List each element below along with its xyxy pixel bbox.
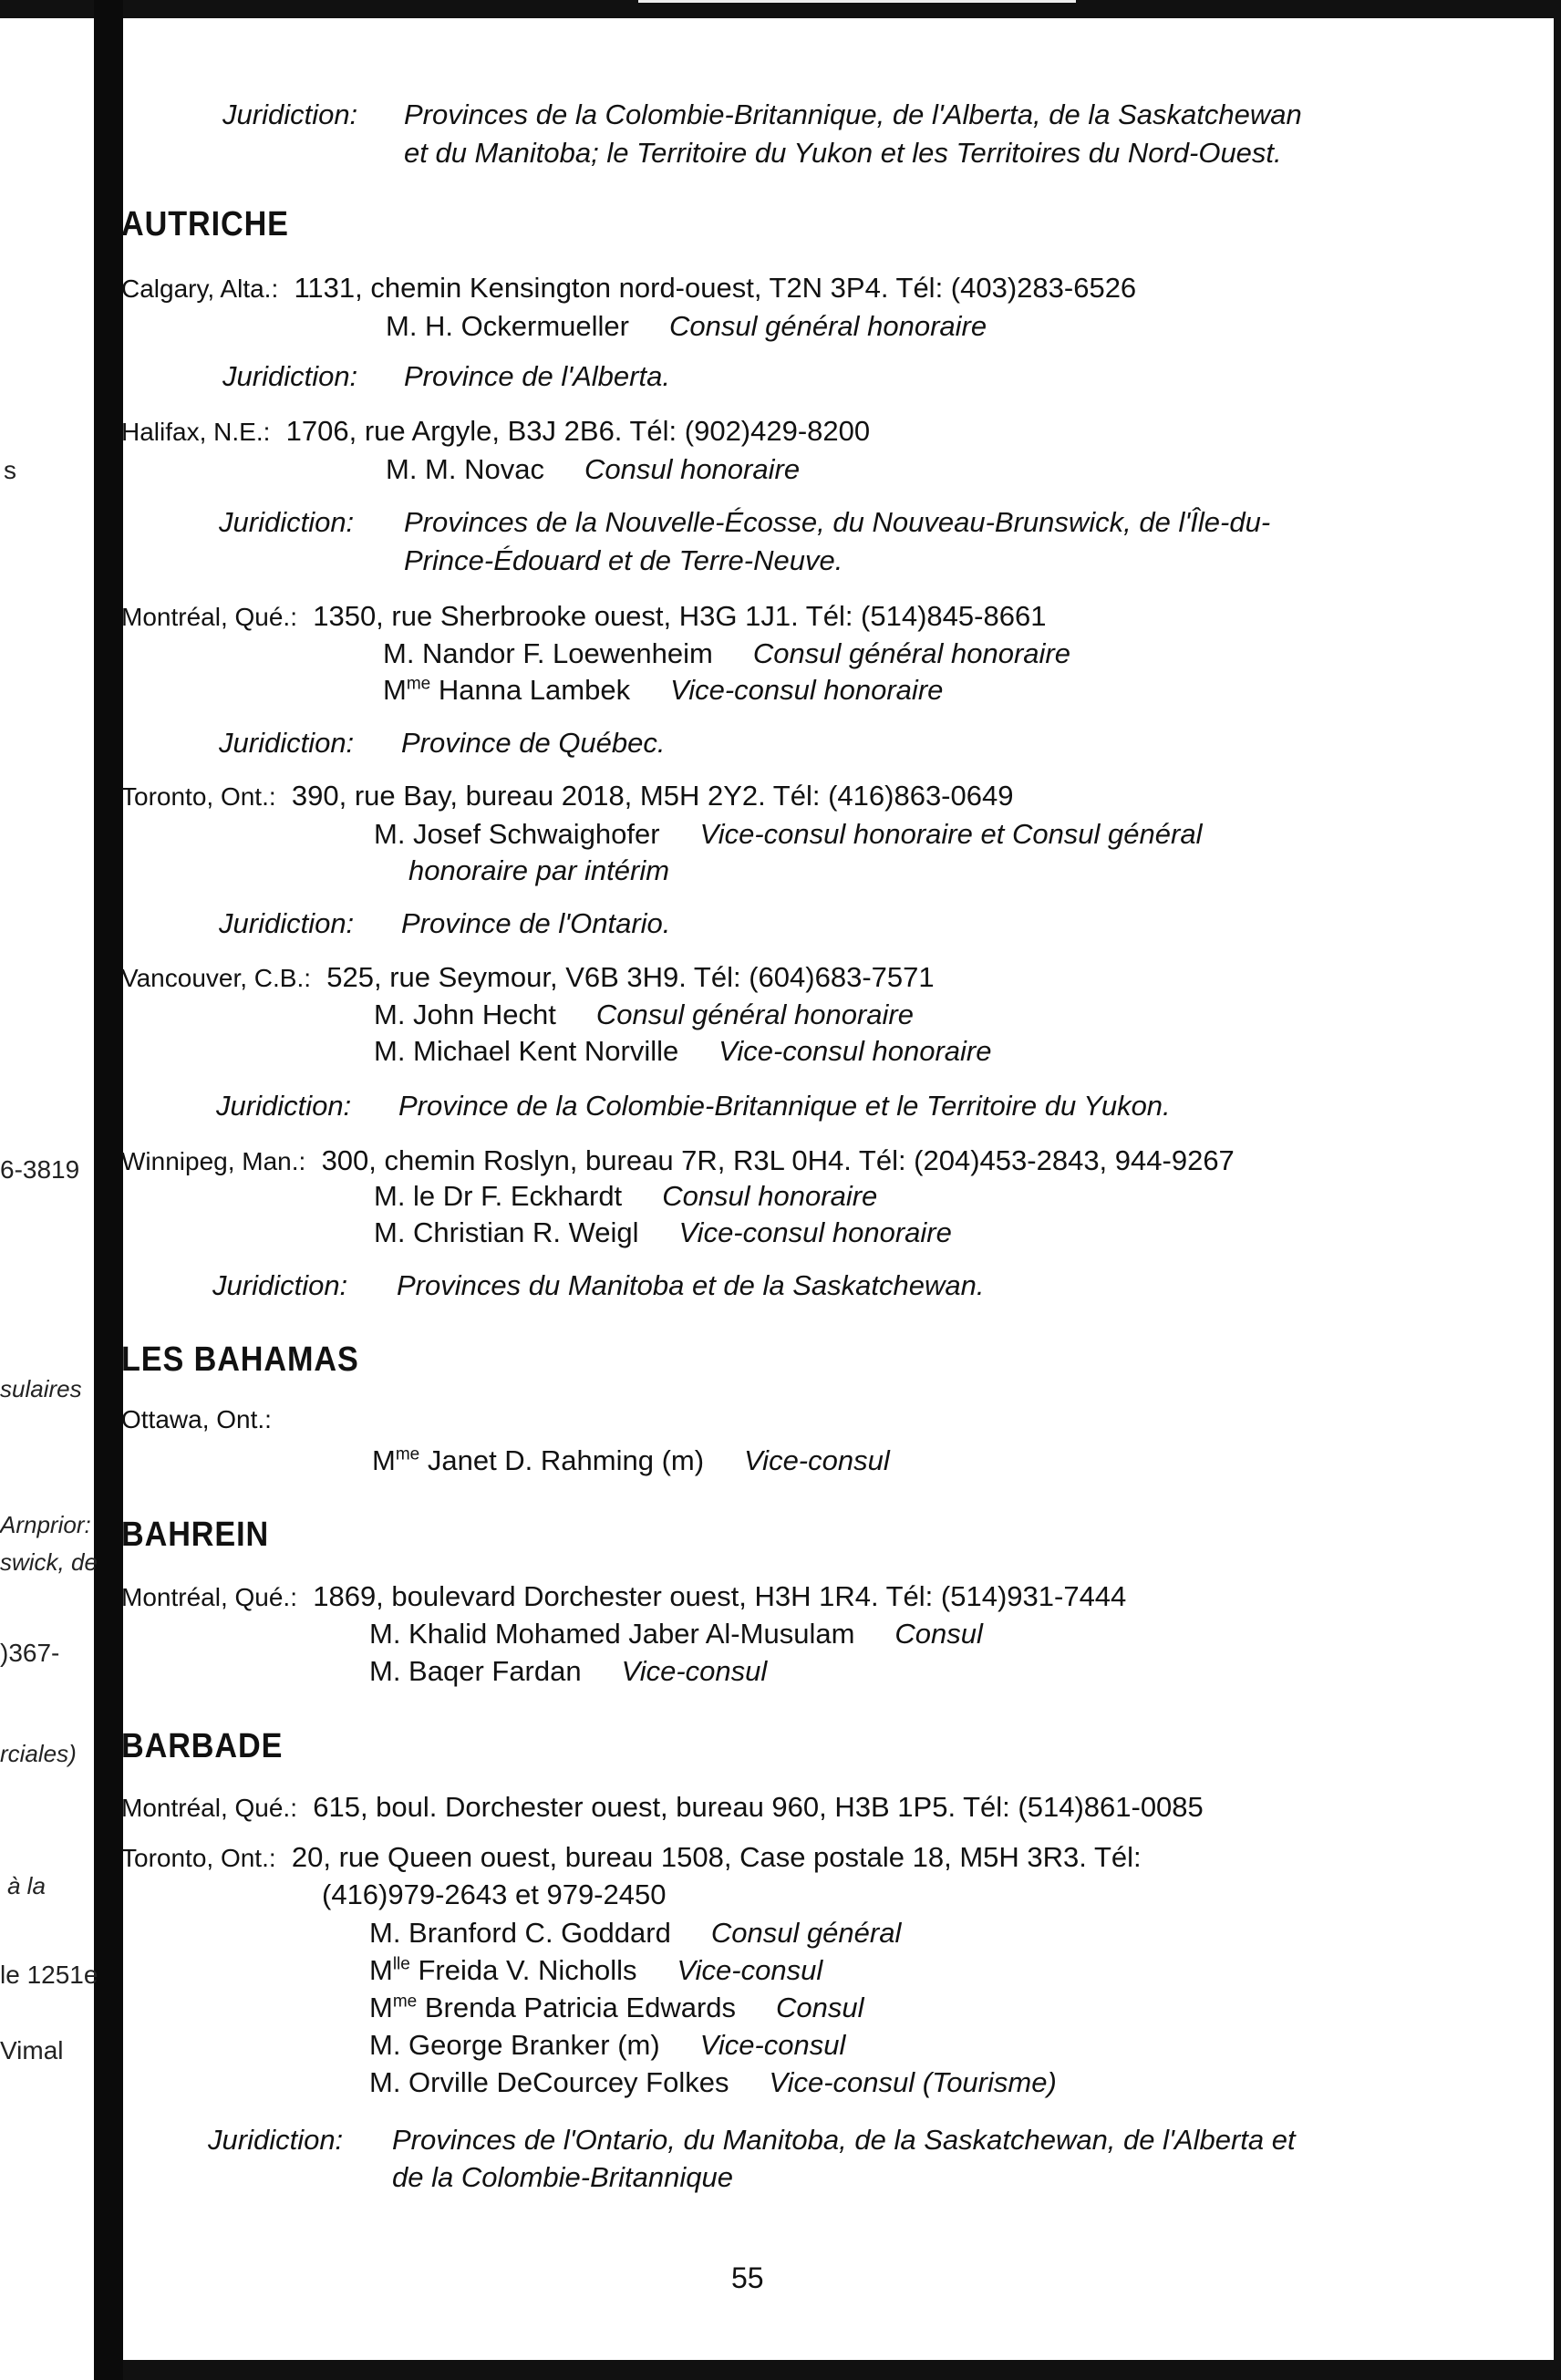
city-label: Vancouver, C.B.: [121,964,312,992]
official-name: M. Orville DeCourcey Folkes [369,2066,729,2098]
official-name: M. M. Novac [386,453,544,485]
consulate-entry [121,1143,1235,1180]
official-name: $M^{me}$ Hanna Lambek [383,674,631,706]
country-heading: BAHREIN [121,1516,270,1554]
scan-top-border [0,0,1561,18]
margin-fragment: sulaires [0,1375,82,1402]
official-row [374,1033,992,1070]
official-row [374,1215,952,1251]
margin-fragment: 6-3819 [0,1155,80,1184]
jurisdiction-label: Juridiction: [219,907,355,939]
margin-fragment: à la [7,1872,46,1899]
official-row [369,2027,845,2064]
margin-fragment: swick, de [0,1548,98,1576]
official-role: Vice-consul honoraire [670,674,944,706]
city-label: Halifax, N.E.: [121,418,271,446]
consulate-entry [121,413,870,450]
consulate-entry [121,1789,1204,1826]
jurisdiction-label: Juridiction: [219,727,355,759]
official-name: M. John Hecht [374,999,556,1030]
consulate-entry [121,598,1046,636]
official-name: M. Khalid Mohamed Jaber Al-Musulam [369,1618,855,1650]
page-number: 55 [731,2261,764,2294]
scan-top-rule [638,0,1076,3]
official-role: Consul général honoraire [595,999,914,1030]
official-name: M. H. Ockermueller [386,310,629,342]
scan-right-border [1554,0,1561,2380]
jurisdiction-text: Provinces du Manitoba et de la Saskatchewan. [397,1269,985,1301]
city-label: Calgary, Alta.: [121,274,279,303]
jurisdiction-text: Province de Québec. [401,727,666,759]
official-role: Consul [894,1618,983,1650]
city-label: Toronto, Ont.: [121,782,276,811]
consulate-entry [121,270,1136,307]
official-role: Consul honoraire [662,1180,878,1212]
official-role: Vice-consul honoraire et Consul général [699,818,1203,850]
official-row [372,1443,890,1479]
official-name: $M^{lle}$ Freida V. Nicholls [369,1954,637,1986]
margin-fragment: )367- [0,1639,60,1667]
jurisdiction-text: Province de l'Ontario. [401,907,671,939]
official-name: M. Baqer Fardan [369,1655,582,1687]
jurisdiction-text: Province de l'Alberta. [404,360,670,392]
jurisdiction-text: de la Colombie-Britannique [392,2161,733,2193]
jurisdiction-label: Juridiction: [212,1269,348,1301]
official-role: Vice-consul [744,1444,890,1476]
official-row [374,1178,877,1215]
official-name: $M^{me}$ Brenda Patricia Edwards [369,1992,737,2023]
official-row [386,308,987,345]
official-role: Vice-consul honoraire [678,1216,952,1248]
official-role: honoraire par intérim [408,854,670,886]
jurisdiction-label: Juridiction: [208,2124,344,2156]
address-text: 300, chemin Roslyn, bureau 7R, R3L 0H4. Tél: (204)453-2843, 944-9267 [321,1144,1235,1176]
book-spine-shadow [94,0,123,2380]
official-row [369,1990,864,2026]
address-text: (416)979-2643 et 979-2450 [322,1878,667,1910]
jurisdiction-text: Provinces de l'Ontario, du Manitoba, de la Saskatchewan, de l'Alberta et [392,2124,1296,2156]
address-text: 615, boul. Dorchester ouest, bureau 960, H3B 1P5. Tél: (514)861-0085 [313,1791,1204,1823]
country-heading: AUTRICHE [121,205,289,243]
address-text: 20, rue Queen ouest, bureau 1508, Case postale 18, M5H 3R3. Tél: [291,1841,1142,1873]
official-role: Consul général honoraire [752,637,1070,669]
margin-fragment: rciales) [0,1740,77,1767]
official-row [383,636,1070,672]
official-role: Consul honoraire [584,453,801,485]
jurisdiction-text: et du Manitoba; le Territoire du Yukon et les Territoires du Nord-Ouest. [404,137,1282,169]
country-heading: LES BAHAMAS [121,1340,359,1379]
margin-fragment: le 1251e [0,1961,98,1989]
jurisdiction-text: Prince-Édouard et de Terre-Neuve. [404,544,843,576]
jurisdiction-text: Provinces de la Nouvelle-Écosse, du Nouveau-Brunswick, de l'Île-du- [404,506,1271,538]
official-row [374,816,1202,853]
official-role: Consul [776,1992,864,2023]
official-name: $M^{me}$ Janet D. Rahming (m) [372,1444,705,1476]
city-label: Montréal, Qué.: [121,1583,297,1611]
official-name: M. Michael Kent Norville [374,1035,679,1067]
jurisdiction-text: Provinces de la Colombie-Britannique, de l'Alberta, de la Saskatchewan [404,98,1302,130]
city-label: Toronto, Ont.: [121,1844,276,1872]
official-name: M. Nandor F. Loewenheim [383,637,713,669]
official-role: Vice-consul (Tourisme) [769,2066,1057,2098]
official-row [369,2064,1057,2101]
country-heading: BARBADE [121,1727,284,1765]
address-text: 525, rue Seymour, V6B 3H9. Tél: (604)683-7571 [326,961,935,993]
official-name: M. le Dr F. Eckhardt [374,1180,623,1212]
jurisdiction-label: Juridiction: [222,98,358,130]
official-role: Vice-consul [621,1655,768,1687]
official-name: M. Josef Schwaighofer [374,818,660,850]
official-row [369,1915,901,1951]
city-label: Montréal, Qué.: [121,1794,297,1822]
city-label: Ottawa, Ont.: [121,1405,272,1433]
official-row [369,1653,767,1690]
scan-bottom-border [123,2360,1561,2380]
official-role: Vice-consul [699,2029,846,2061]
consulate-entry [121,1839,1142,1877]
address-text: 1706, rue Argyle, B3J 2B6. Tél: (902)429-8200 [285,415,871,447]
consulate-entry [121,778,1013,815]
jurisdiction-text: Province de la Colombie-Britannique et le Territoire du Yukon. [398,1090,1171,1122]
official-role: Consul général honoraire [668,310,987,342]
city-label: Montréal, Qué.: [121,603,297,631]
consulate-entry [121,1578,1126,1616]
margin-fragment: s [4,456,16,484]
official-row [374,997,914,1033]
official-row [383,672,943,709]
official-role: Vice-consul honoraire [718,1035,992,1067]
address-text: 1131, chemin Kensington nord-ouest, T2N 3P4. Tél: (403)283-6526 [294,272,1137,304]
official-row [369,1952,822,1989]
margin-fragment: Arnprior: [0,1511,91,1538]
jurisdiction-label: Juridiction: [222,360,358,392]
official-role: Consul général [710,1917,902,1949]
address-text: 1869, boulevard Dorchester ouest, H3H 1R4. Tél: (514)931-7444 [313,1580,1127,1612]
official-role: Vice-consul [677,1954,823,1986]
jurisdiction-label: Juridiction: [216,1090,352,1122]
margin-fragment: Vimal [0,2036,64,2064]
address-text: 390, rue Bay, bureau 2018, M5H 2Y2. Tél: (416)863-0649 [291,780,1014,812]
jurisdiction-label: Juridiction: [219,506,355,538]
official-row [386,451,800,488]
city-label: Winnipeg, Man.: [121,1147,306,1175]
official-row [369,1616,983,1652]
official-name: M. Christian R. Weigl [374,1216,639,1248]
official-name: M. Branford C. Goddard [369,1917,671,1949]
consulate-entry [121,959,935,997]
official-name: M. George Branker (m) [369,2029,660,2061]
address-text: 1350, rue Sherbrooke ouest, H3G 1J1. Tél: (514)845-8661 [313,600,1047,632]
